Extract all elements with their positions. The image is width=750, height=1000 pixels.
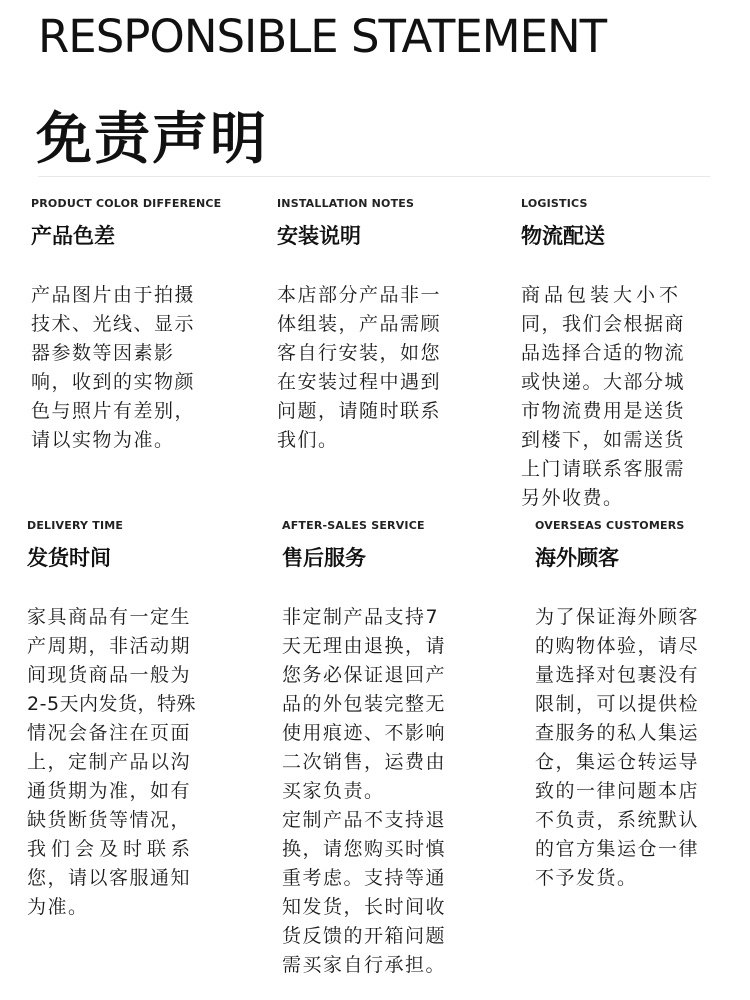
body-line: 间现货商品一般为 bbox=[27, 664, 192, 686]
body-line: 使用痕迹、不影响 bbox=[282, 722, 447, 744]
body-line: 问题，请随时联系 bbox=[277, 400, 442, 422]
section-installation-notes bbox=[277, 197, 507, 455]
section-chinese-heading: 产品色差 bbox=[31, 224, 115, 248]
body-line: 商品包装大小不 bbox=[521, 284, 683, 306]
body-line: 体组装，产品需顾 bbox=[277, 313, 442, 335]
body-line: 天无理由退换，请 bbox=[282, 635, 447, 657]
body-line: 您，请以客服通知 bbox=[27, 867, 192, 889]
section-body bbox=[521, 281, 741, 513]
body-line: 响，收到的实物颜 bbox=[31, 371, 196, 393]
body-line: 致的一律问题本店 bbox=[535, 780, 700, 802]
section-chinese-heading: 售后服务 bbox=[282, 546, 366, 570]
section-body bbox=[31, 281, 261, 455]
body-line: 上，定制产品以沟 bbox=[27, 751, 192, 773]
body-line: 的购物体验，请尽 bbox=[535, 635, 700, 657]
body-line: 的官方集运仓一律 bbox=[535, 838, 700, 860]
body-line: 客自行安装，如您 bbox=[277, 342, 442, 364]
section-english-heading: INSTALLATION NOTES bbox=[277, 197, 415, 210]
section-body bbox=[277, 281, 507, 455]
section-overseas-customers bbox=[535, 519, 745, 893]
body-line: 通货期为准，如有 bbox=[27, 780, 192, 802]
body-line: 在安装过程中遇到 bbox=[277, 371, 442, 393]
body-line: 或快递。大部分城 bbox=[521, 371, 686, 393]
section-english-heading: DELIVERY TIME bbox=[27, 519, 124, 532]
section-chinese-heading: 发货时间 bbox=[27, 546, 111, 570]
body-line: 定制产品不支持退 bbox=[282, 809, 447, 831]
section-delivery-time bbox=[27, 519, 257, 922]
section-chinese-heading: 海外顾客 bbox=[535, 546, 619, 570]
page-title-chinese: 免责声明 bbox=[36, 107, 268, 172]
body-line: 需买家自行承担。 bbox=[282, 954, 447, 976]
body-line: 另外收费。 bbox=[521, 487, 624, 509]
body-line: 买家负责。 bbox=[282, 780, 385, 802]
page-title-english: RESPONSIBLE STATEMENT bbox=[38, 10, 607, 63]
body-line: 产周期，非活动期 bbox=[27, 635, 192, 657]
body-line: 换，请您购买时慎 bbox=[282, 838, 447, 860]
body-line: 2-5天内发货，特殊 bbox=[27, 693, 197, 715]
body-line: 缺货断货等情况， bbox=[27, 809, 192, 831]
body-line: 到楼下，如需送货 bbox=[521, 429, 686, 451]
body-line: 器参数等因素影 bbox=[31, 342, 175, 364]
section-logistics bbox=[521, 197, 741, 513]
body-line: 货反馈的开箱问题 bbox=[282, 925, 447, 947]
body-line: 不予发货。 bbox=[535, 867, 638, 889]
body-line: 仓，集运仓转运导 bbox=[535, 751, 700, 773]
body-line: 我们。 bbox=[277, 429, 339, 451]
header-divider bbox=[38, 176, 710, 177]
body-line: 不负责，系统默认 bbox=[535, 809, 700, 831]
body-line: 市物流费用是送货 bbox=[521, 400, 686, 422]
section-english-heading: OVERSEAS CUSTOMERS bbox=[535, 519, 685, 532]
body-line: 品的外包装完整无 bbox=[282, 693, 447, 715]
body-line: 家具商品有一定生 bbox=[27, 606, 192, 628]
body-line: 品选择合适的物流 bbox=[521, 342, 686, 364]
body-line: 为了保证海外顾客 bbox=[535, 606, 700, 628]
section-body bbox=[535, 603, 745, 893]
body-line: 您务必保证退回产 bbox=[282, 664, 447, 686]
body-line: 产品图片由于拍摄 bbox=[31, 284, 196, 306]
section-body bbox=[282, 603, 512, 980]
body-line: 重考虑。支持等通 bbox=[282, 867, 447, 889]
body-line: 二次销售，运费由 bbox=[282, 751, 447, 773]
section-body bbox=[27, 603, 257, 922]
body-line: 色与照片有差别， bbox=[31, 400, 196, 422]
body-line: 上门请联系客服需 bbox=[521, 458, 686, 480]
body-line: 我们会及时联系 bbox=[27, 838, 196, 860]
section-english-heading: PRODUCT COLOR DIFFERENCE bbox=[31, 197, 222, 210]
section-chinese-heading: 物流配送 bbox=[521, 224, 605, 248]
body-line: 情况会备注在页面 bbox=[27, 722, 192, 744]
section-english-heading: AFTER-SALES SERVICE bbox=[282, 519, 425, 532]
section-english-heading: LOGISTICS bbox=[521, 197, 588, 210]
body-line: 请以实物为准。 bbox=[31, 429, 175, 451]
body-line: 查服务的私人集运 bbox=[535, 722, 700, 744]
section-chinese-heading: 安装说明 bbox=[277, 224, 361, 248]
section-product-color-difference bbox=[31, 197, 261, 455]
body-line: 非定制产品支持7 bbox=[282, 606, 440, 628]
body-line: 限制，可以提供检 bbox=[535, 693, 700, 715]
body-line: 为准。 bbox=[27, 896, 89, 918]
body-line: 技术、光线、显示 bbox=[31, 313, 196, 335]
body-line: 知发货，长时间收 bbox=[282, 896, 447, 918]
body-line: 本店部分产品非一 bbox=[277, 284, 442, 306]
body-line: 量选择对包裹没有 bbox=[535, 664, 700, 686]
body-line: 同，我们会根据商 bbox=[521, 313, 686, 335]
section-after-sales-service bbox=[282, 519, 512, 980]
